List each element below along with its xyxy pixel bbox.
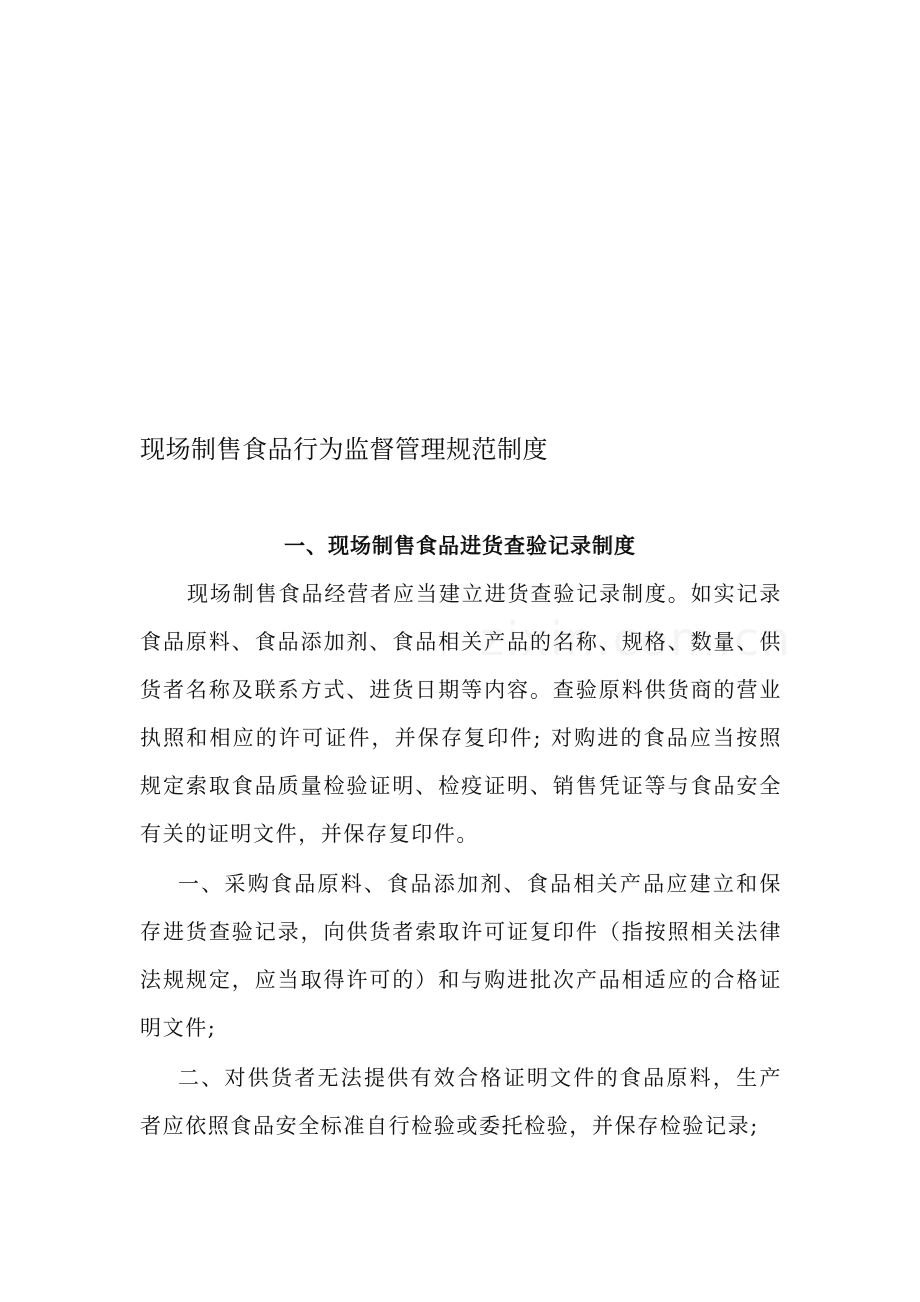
document-title: 现场制售食品行为监督管理规范制度: [140, 435, 549, 464]
paragraph-item-two: 二、对供货者无法提供有效合格证明文件的食品原料，生产者应依照食品安全标准自行检验或委托检验，并保存检验记录;: [140, 1066, 782, 1138]
document-body: [140, 570, 782, 1150]
paragraph-item-one: 一、采购食品原料、食品添加剂、食品相关产品应建立和保存进货查验记录，向供货者索取许可证复印件（指按照相关法律法规规定，应当取得许可的）和与购进批次产品相适应的合格证明文件;: [140, 872, 782, 1040]
paragraph-intro: 现场制售食品经营者应当建立进货查验记录制度。如实记录食品原料、食品添加剂、食品相关产品的名称、规格、数量、供货者名称及联系方式、进货日期等内容。查验原料供货商的营业执照和相应的许可证件，并保存复印件; 对购进的食品应当按照规定索取食品质量检验证明、检疫证明、销售凭证等与食品安全有关的证明文件，并保存复印件。: [140, 582, 782, 846]
section-heading: 一、现场制售食品进货查验记录制度: [284, 534, 636, 558]
